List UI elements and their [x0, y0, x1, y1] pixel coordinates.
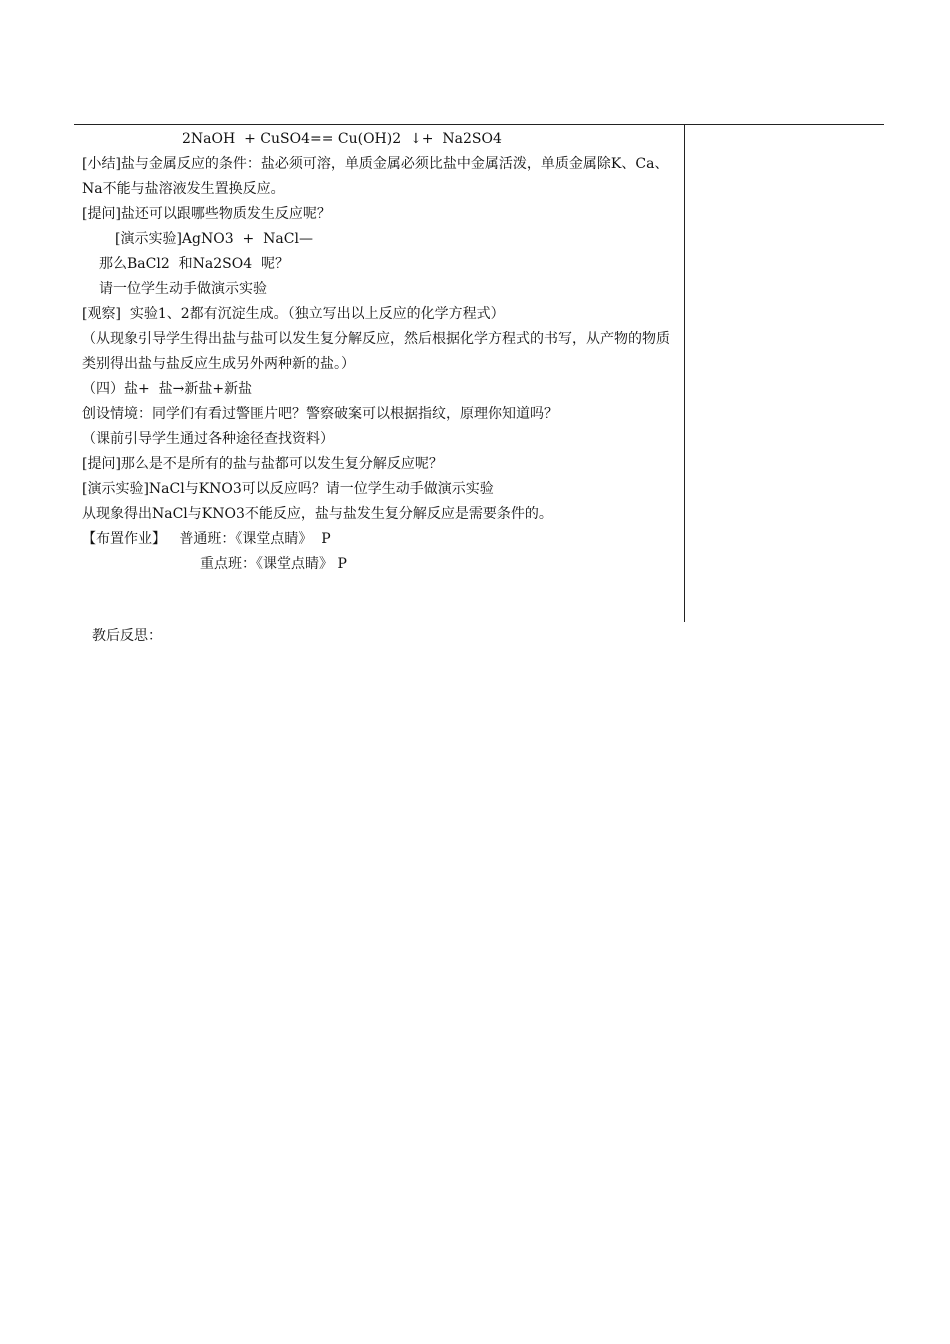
homework-row-regular [82, 527, 680, 552]
homework-label: 【布置作业】 [82, 531, 166, 547]
table-column-divider [684, 124, 685, 622]
conclusion-line: 从现象得出NaCl与KNO3不能反应，盐与盐发生复分解反应是需要条件的。 [82, 506, 553, 522]
demo-1-followup: 那么BaCl2 和Na2SO4 呢？ [99, 256, 290, 272]
question-1: [提问]盐还可以跟哪些物质发生反应呢？ [82, 206, 331, 222]
demo-1-invite: 请一位学生动手做演示实验 [99, 281, 267, 297]
guidance-paragraph: （从现象引导学生得出盐与盐可以发生复分解反应，然后根据化学方程式的书写，从产物的物质类别得出盐与盐反应生成另外两种新的盐。） [82, 331, 670, 372]
demo-experiment-2: [演示实验]NaCl与KNO3可以反应吗？请一位学生动手做演示实验 [82, 481, 494, 497]
pre-class-note: （课前引导学生通过各种途径查找资料） [82, 431, 334, 447]
section-4-heading: （四）盐+ 盐→新盐+新盐 [82, 381, 253, 397]
homework-regular-class: 普通班：《课堂点睛》 P [179, 531, 331, 547]
reaction-equation: 2NaOH + CuSO4== Cu(OH)2 ↓+ Na2SO4 [182, 131, 502, 147]
summary-paragraph: [小结]盐与金属反应的条件：盐必须可溶，单质金属必须比盐中金属活泼，单质金属除K、Ca、Na不能与盐溶液发生置换反应。 [82, 156, 669, 197]
scenario-line: 创设情境：同学们有看过警匪片吧？警察破案可以根据指纹，原理你知道吗？ [82, 406, 558, 422]
post-lesson-reflection-label: 教后反思： [92, 628, 162, 644]
table-top-border [74, 124, 884, 125]
homework-key-class: 重点班：《课堂点睛》 P [200, 556, 347, 572]
lesson-content-cell [82, 127, 680, 577]
question-2: [提问]那么是不是所有的盐与盐都可以发生复分解反应呢？ [82, 456, 443, 472]
demo-experiment-1: [演示实验]AgNO3 + NaCl— [115, 231, 313, 247]
observation-line: [观察] 实验1、2都有沉淀生成。（独立写出以上反应的化学方程式） [82, 306, 505, 322]
